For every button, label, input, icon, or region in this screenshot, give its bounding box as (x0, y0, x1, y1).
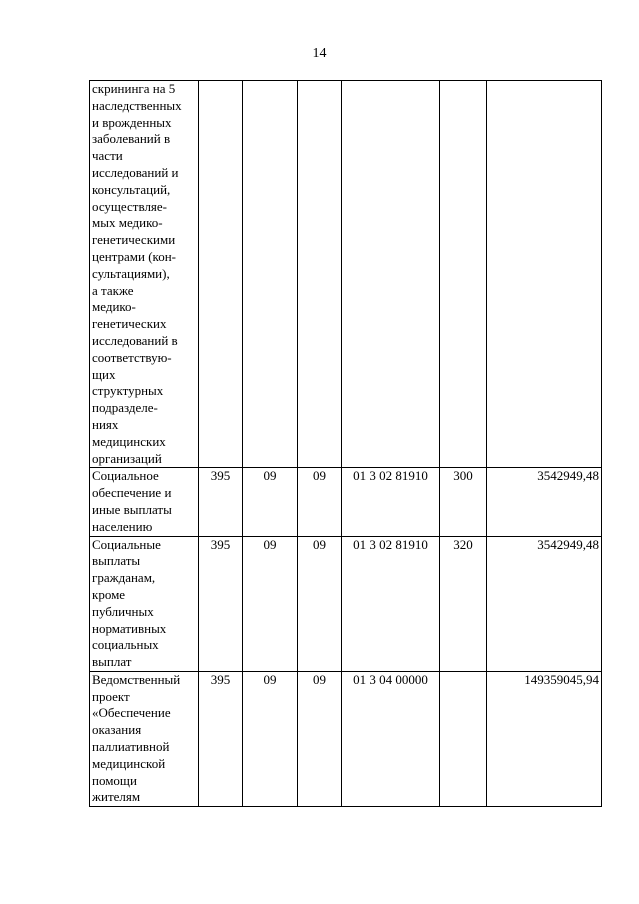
expense-type-cell (440, 671, 487, 806)
row-name-cell: скрининга на 5 наследственных и врожденных заболеваний в части исследований и консультаций, осуществляе- мых медико- генетическими центрами (кон- сультациями), а также медико- генетических исследований в соответствую- щих структурных подразделе- ниях медицинских организаций (90, 81, 199, 468)
subsection-code-cell: 09 (298, 536, 342, 671)
target-code-cell (342, 81, 440, 468)
table-row (90, 671, 602, 806)
row-name-cell: Ведомственный проект «Обеспечение оказания паллиативной медицинской помощи жителям (90, 671, 199, 806)
section-code-cell: 09 (243, 671, 298, 806)
subsection-code-cell: 09 (298, 468, 342, 536)
subsection-code-cell (298, 81, 342, 468)
ministry-code-cell: 395 (199, 671, 243, 806)
target-code-cell: 01 3 02 81910 (342, 536, 440, 671)
row-name-cell: Социальные выплаты гражданам, кроме публичных нормативных социальных выплат (90, 536, 199, 671)
ministry-code-cell: 395 (199, 468, 243, 536)
page-number: 14 (312, 46, 327, 61)
section-code-cell: 09 (243, 468, 298, 536)
budget-table (89, 80, 602, 807)
expense-type-cell (440, 81, 487, 468)
subsection-code-cell: 09 (298, 671, 342, 806)
ministry-code-cell: 395 (199, 536, 243, 671)
expense-type-cell: 320 (440, 536, 487, 671)
amount-cell: 3542949,48 (487, 468, 602, 536)
row-name-cell: Социальное обеспечение и иные выплаты населению (90, 468, 199, 536)
section-code-cell: 09 (243, 536, 298, 671)
expense-type-cell: 300 (440, 468, 487, 536)
amount-cell: 3542949,48 (487, 536, 602, 671)
table-row (90, 81, 602, 468)
amount-cell (487, 81, 602, 468)
table-row (90, 536, 602, 671)
section-code-cell (243, 81, 298, 468)
ministry-code-cell (199, 81, 243, 468)
amount-cell: 149359045,94 (487, 671, 602, 806)
table-row (90, 468, 602, 536)
target-code-cell: 01 3 02 81910 (342, 468, 440, 536)
target-code-cell: 01 3 04 00000 (342, 671, 440, 806)
